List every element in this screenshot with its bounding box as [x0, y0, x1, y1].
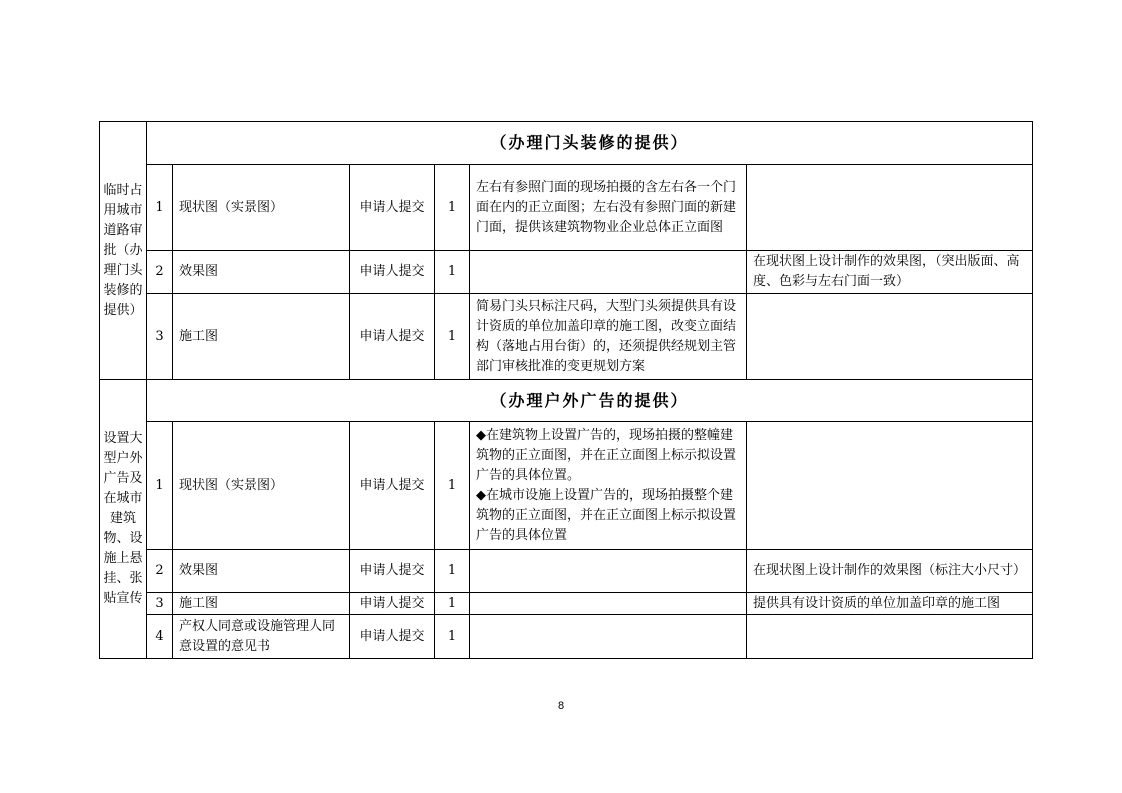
- requirement-note: 在现状图上设计制作的效果图，（突出版面、高度、色彩与左右门面一致）: [747, 251, 1033, 294]
- submitter: 申请人提交: [350, 422, 435, 550]
- submitter: 申请人提交: [350, 294, 435, 380]
- section-label: 临时占用城市道路审批（办理门头装修的提供）: [103, 182, 143, 318]
- submitter: 申请人提交: [350, 593, 435, 615]
- requirement-desc: [470, 615, 747, 659]
- material-name: 现状图（实景图）: [173, 165, 350, 251]
- copies: 1: [435, 422, 470, 550]
- requirement-note: [747, 294, 1033, 380]
- copies: 1: [435, 550, 470, 593]
- table-row: [100, 294, 1033, 380]
- submitter: 申请人提交: [350, 251, 435, 294]
- requirement-desc: [470, 251, 747, 294]
- row-number: 3: [147, 294, 173, 380]
- copies: 1: [435, 251, 470, 294]
- table-row: [100, 550, 1033, 593]
- row-number: 3: [147, 593, 173, 615]
- row-number: 1: [147, 422, 173, 550]
- row-number: 2: [147, 550, 173, 593]
- row-number: 1: [147, 165, 173, 251]
- submitter: 申请人提交: [350, 165, 435, 251]
- section-label-cell: [100, 122, 147, 380]
- section-title: （办理门头装修的提供）: [147, 122, 1033, 165]
- requirement-desc: 简易门头只标注尺码，大型门头须提供具有设计资质的单位加盖印章的施工图，改变立面结构（落地占用台街）的，还须提供经规划主管部门审核批准的变更规划方案: [470, 294, 747, 380]
- material-name: 施工图: [173, 593, 350, 615]
- table-row: [100, 422, 1033, 550]
- requirement-note: [747, 165, 1033, 251]
- page-number: 8: [557, 700, 565, 712]
- requirement-bullet: ◆在建筑物上设置广告的，现场拍摄的整幢建筑物的正立面图，并在正立面图上标示拟设置广告的具体位置。: [476, 427, 737, 483]
- requirement-note: [747, 422, 1033, 550]
- row-number: 4: [147, 615, 173, 659]
- material-name: 效果图: [173, 251, 350, 294]
- requirement-bullet: ◆在城市设施上设置广告的，现场拍摄整个建筑物的正立面图，并在正立面图上标示拟设置广告的具体位置: [476, 487, 737, 543]
- material-name: 产权人同意或设施管理人同意设置的意见书: [173, 615, 350, 659]
- table-row: [100, 251, 1033, 294]
- row-number: 2: [147, 251, 173, 294]
- copies: 1: [435, 294, 470, 380]
- copies: 1: [435, 165, 470, 251]
- copies: 1: [435, 615, 470, 659]
- materials-table: [99, 121, 1033, 659]
- table-row: [100, 615, 1033, 659]
- requirement-note: 在现状图上设计制作的效果图（标注大小尺寸）: [747, 550, 1033, 593]
- section-label: 设置大型户外广告及在城市建筑物、设施上悬挂、张贴宣传: [103, 431, 143, 606]
- material-name: 效果图: [173, 550, 350, 593]
- material-name: 现状图（实景图）: [173, 422, 350, 550]
- requirement-note: [747, 615, 1033, 659]
- section-title: （办理户外广告的提供）: [147, 380, 1033, 422]
- section-label-cell: [100, 380, 147, 659]
- requirement-desc: [470, 593, 747, 615]
- section-title-row: [100, 380, 1033, 422]
- submitter: 申请人提交: [350, 550, 435, 593]
- table-row: [100, 593, 1033, 615]
- material-name: 施工图: [173, 294, 350, 380]
- requirement-desc: [470, 550, 747, 593]
- submitter: 申请人提交: [350, 615, 435, 659]
- requirement-desc: 左右有参照门面的现场拍摄的含左右各一个门面在内的正立面图；左右没有参照门面的新建门面，提供该建筑物物业企业总体正立面图: [470, 165, 747, 251]
- requirement-note: 提供具有设计资质的单位加盖印章的施工图: [747, 593, 1033, 615]
- copies: 1: [435, 593, 470, 615]
- table-row: [100, 165, 1033, 251]
- requirement-desc: [470, 422, 747, 550]
- section-title-row: [100, 122, 1033, 165]
